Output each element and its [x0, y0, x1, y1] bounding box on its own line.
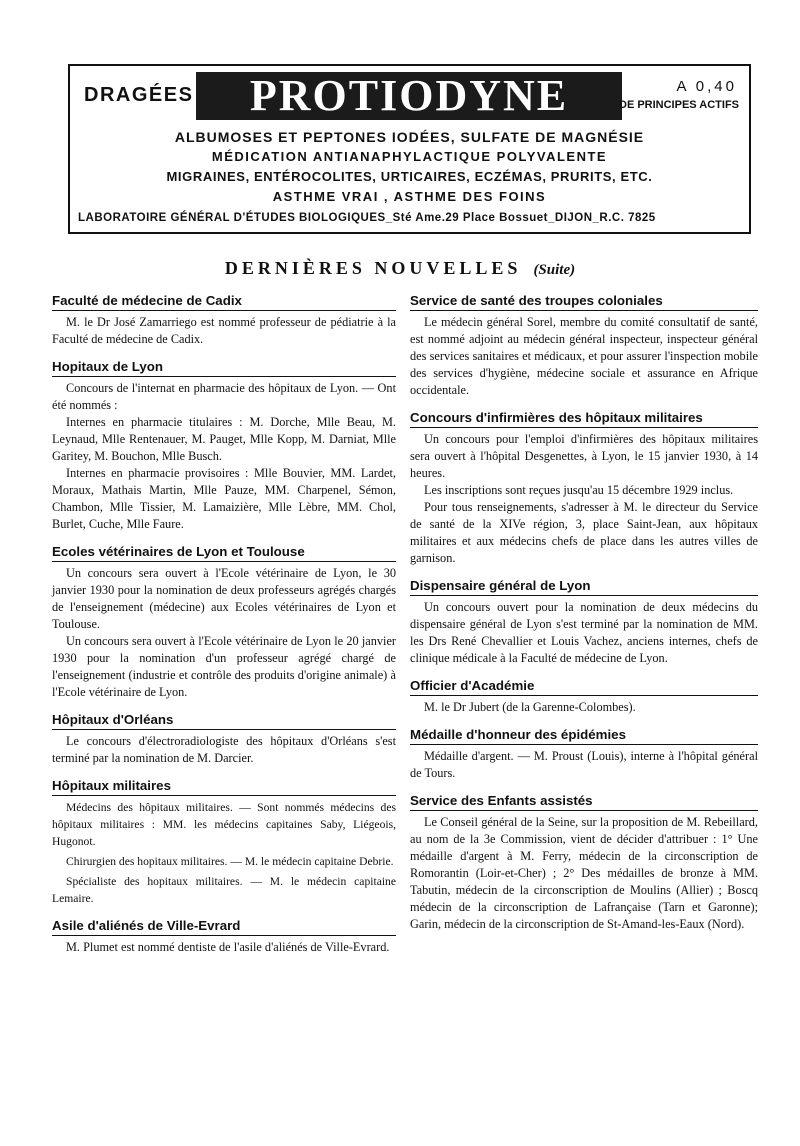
ad-laboratory: LABORATOIRE GÉNÉRAL D'ÉTUDES BIOLOGIQUES_Sté Ame.29 Place Bossuet_DIJON_R.C. 7825 — [78, 212, 656, 224]
paragraph: M. le Dr José Zamarriego est nommé professeur de pédiatrie à la Faculté de médecine de Cadix. — [52, 315, 396, 346]
section-title: Service des Enfants assistés — [410, 792, 758, 811]
ad-dose: A 0,40 — [676, 78, 737, 95]
ad-dose-unit: DE PRINCIPES ACTIFS — [619, 99, 739, 111]
ad-indication: MÉDICATION ANTIANAPHYLACTIQUE POLYVALENTE — [211, 149, 608, 164]
section-cadix — [52, 292, 396, 348]
paragraph: Internes en pharmacie titulaires : M. Dorche, Mlle Beau, M. Leynaud, Mlle Rentenauer, M. Pauget, Mlle Kopp, M. Darniat, Mlle Garitey, M. Bouchon, Mlle Busch. — [52, 415, 396, 463]
ad-asthma: ASTHME VRAI , ASTHME DES FOINS — [272, 189, 547, 204]
paragraph: Un concours pour l'emploi d'infirmières des hôpitaux militaires sera ouvert à l'hôpital Desgenettes, à Lyon, le 15 janvier 1930, à 14 heures. — [410, 432, 758, 480]
paragraph: Chirurgien des hopitaux militaires. — M. le médecin capitaine Debrie. — [66, 855, 394, 868]
page-title-text: DERNIÈRES NOUVELLES — [224, 258, 522, 278]
paragraph: Concours de l'internat en pharmacie des hôpitaux de Lyon. — Ont été nommés : — [52, 381, 396, 412]
paragraph: Les inscriptions sont reçues jusqu'au 15 décembre 1929 inclus. — [424, 483, 734, 497]
section-title: Faculté de médecine de Cadix — [52, 292, 396, 311]
section-infirmieres — [410, 409, 758, 567]
section-title: Hôpitaux d'Orléans — [52, 711, 396, 730]
ad-conditions: MIGRAINES, ENTÉROCOLITES, URTICAIRES, ECZÉMAS, PRURITS, ETC. — [166, 169, 653, 184]
section-title: Service de santé des troupes coloniales — [410, 292, 758, 311]
section-title: Médaille d'honneur des épidémies — [410, 726, 758, 745]
section-ville-evrard — [52, 917, 396, 956]
section-enfants-assistes — [410, 792, 758, 933]
ad-composition: ALBUMOSES ET PEPTONES IODÉES, SULFATE DE MAGNÉSIE — [174, 129, 645, 145]
section-title: Concours d'infirmières des hôpitaux militaires — [410, 409, 758, 428]
paragraph: Un concours sera ouvert à l'Ecole vétérinaire de Lyon, le 30 janvier 1930 pour la nomination de deux professeurs agrégés chargés de l'enseignement (médecine) aux Ecoles vétérinaires de Lyon et Toulouse. — [52, 566, 396, 631]
paragraph: Le concours d'électroradiologiste des hôpitaux d'Orléans s'est terminé par la nomination de M. Darcier. — [52, 734, 396, 765]
section-title: Ecoles vétérinaires de Lyon et Toulouse — [52, 543, 396, 562]
paragraph: Pour tous renseignements, s'adresser à M. le directeur du Service de santé de la XIVe région, 3, place Saint-Jean, aux hôpitaux militaires et aux médecins chefs de place dans les autres villes de garnison. — [410, 500, 758, 565]
paragraph: Médecins des hôpitaux militaires. — Sont nommés médecins des hôpitaux militaires : MM. les médecins capitaines Saby, Liégeois, Hugonot. — [52, 801, 396, 848]
section-hopitaux-lyon — [52, 358, 396, 533]
section-hopitaux-orleans — [52, 711, 396, 767]
section-medaille-epidemies — [410, 726, 758, 782]
section-officier-academie — [410, 677, 758, 716]
section-title: Hôpitaux militaires — [52, 777, 396, 796]
left-column — [52, 292, 396, 966]
paragraph: M. le Dr Jubert (de la Garenne-Colombes). — [424, 700, 636, 714]
advertisement-box — [68, 64, 751, 234]
page-title-suite: (Suite) — [533, 262, 576, 278]
ad-brand-logo: PROTIODYNE — [196, 72, 622, 120]
paragraph: Un concours sera ouvert à l'Ecole vétérinaire de Lyon le 20 janvier 1930 pour la nomination d'un professeur agrégé chargé de l'enseignement (industrie et contrôle des produits d'origine animale) à l'Ecole vétérinaire de Lyon. — [52, 634, 396, 699]
paragraph: Internes en pharmacie provisoires : Mlle Bouvier, MM. Lardet, Moraux, Mathais Martin, Mlle Pauze, MM. Charpenel, Sémon, Chambon, Mlle Tissier, M. Lamaizière, Mlle Lèbre, MM. Chol, Burlet, Cuche, Mlle Faure. — [52, 466, 396, 531]
section-troupes-coloniales — [410, 292, 758, 399]
section-title: Asile d'aliénés de Ville-Evrard — [52, 917, 396, 936]
paragraph: Un concours ouvert pour la nomination de deux médecins du dispensaire général de Lyon s'est terminé par la nomination de MM. les Drs René Chevallier et Louis Vachez, anciens internes, chefs de clinique médicale à la Faculté de médecine de Lyon. — [410, 600, 758, 665]
paragraph: Le médecin général Sorel, membre du comité consultatif de santé, est nommé adjoint au médecin général inspecteur, inspecteur général des services sanitaires et médicaux, et pour assurer l'inspection mobile des services d'hygiène, médecine sociale et assurance en Afrique occidentale. — [410, 315, 758, 397]
section-title: Dispensaire général de Lyon — [410, 577, 758, 596]
paragraph: Spécialiste des hopitaux militaires. — M. le médecin capitaine Lemaire. — [52, 875, 396, 905]
section-dispensaire-lyon — [410, 577, 758, 667]
section-title: Officier d'Académie — [410, 677, 758, 696]
page-title — [0, 258, 800, 279]
paragraph: Médaille d'argent. — M. Proust (Louis), interne à l'hôpital général de Tours. — [410, 749, 758, 780]
section-ecoles-veterinaires — [52, 543, 396, 701]
section-hopitaux-militaires — [52, 777, 396, 907]
section-title: Hopitaux de Lyon — [52, 358, 396, 377]
paragraph: M. Plumet est nommé dentiste de l'asile d'aliénés de Ville-Evrard. — [66, 940, 390, 954]
ad-prefix: DRAGÉES — [84, 84, 194, 106]
paragraph: Le Conseil général de la Seine, sur la proposition de M. Rebeillard, au nom de la 3e Commission, vient de décider d'attribuer : 1° Une médaille d'argent à M. Ferry, médecin de la circonscription de Romorantin (Loir-et-Cher) ; 2° Des médailles de bronze à MM. Tabutin, médecin de la circonscription de Moulins (Allier) ; Boscq médecin de la circonscription de Lafrançaise (Tarn et Garonne); Garin, médecin de la circonscription de St-Amand-les-Eaux (Nord). — [410, 815, 758, 931]
right-column — [410, 292, 758, 943]
